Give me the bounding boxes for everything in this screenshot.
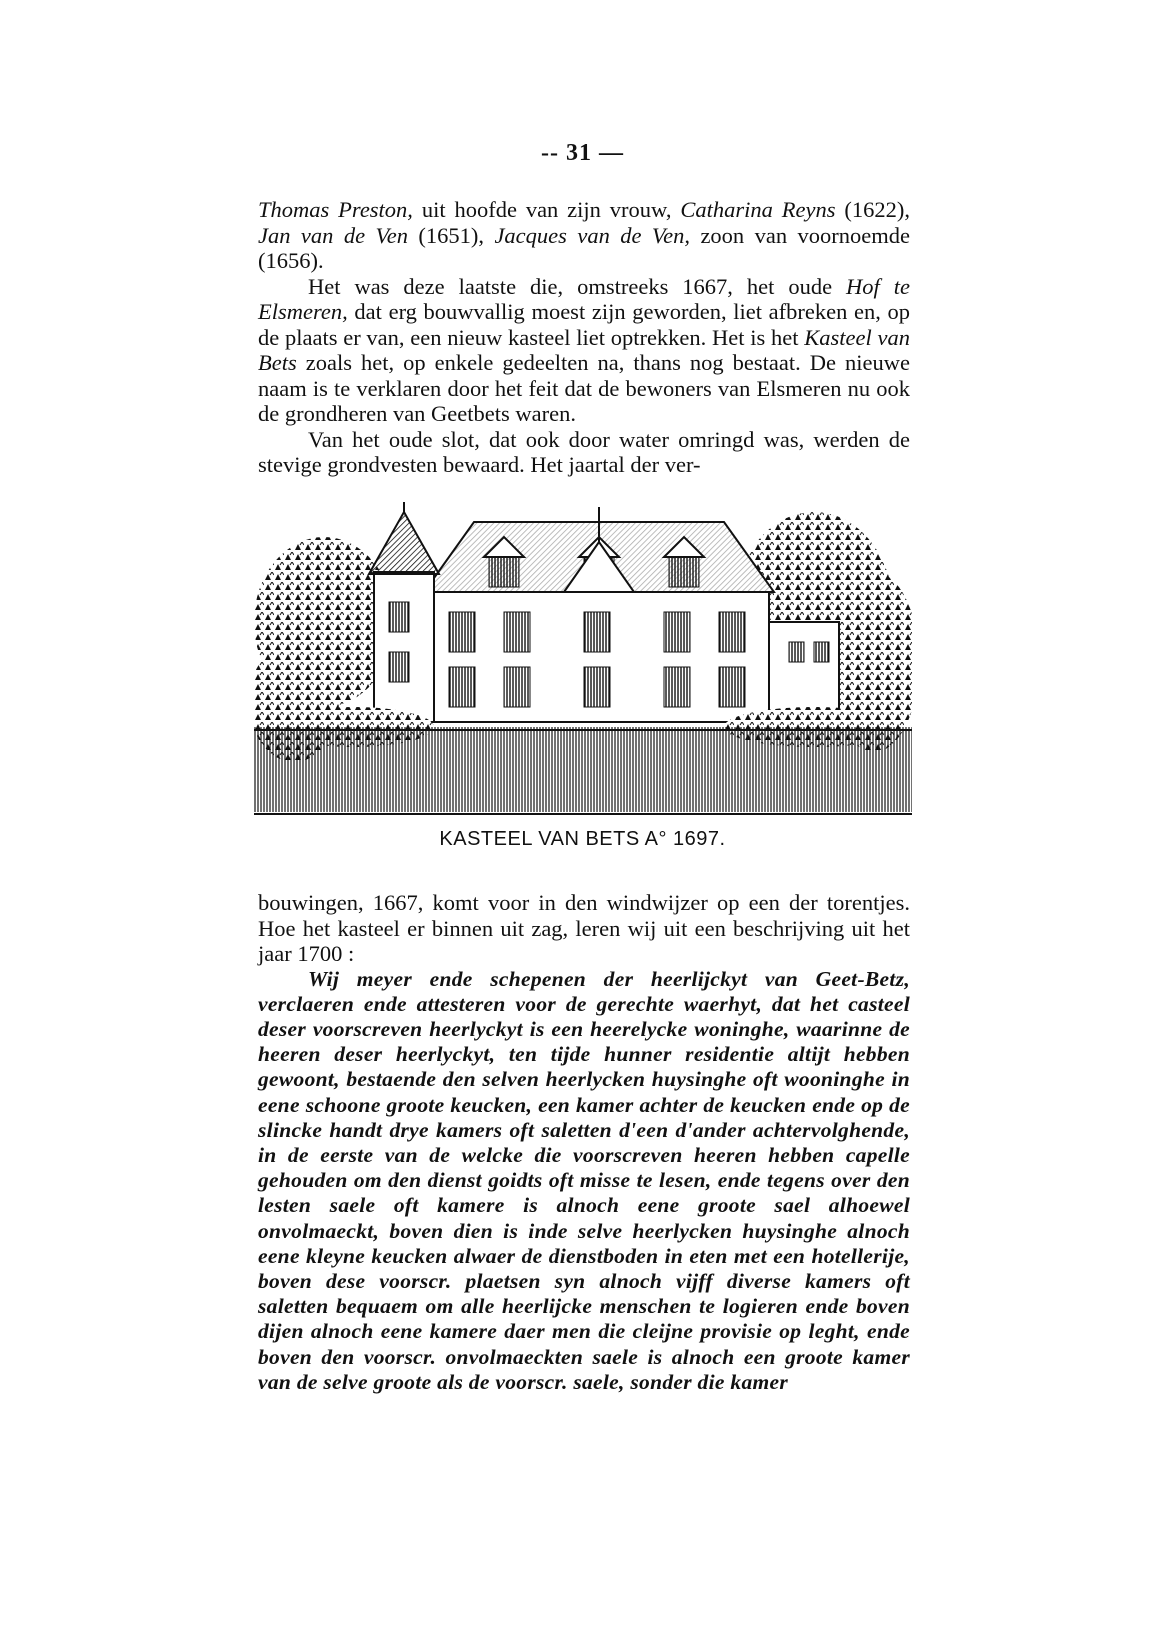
name-jacques-van-de-ven: Jacques van de Ven, — [494, 222, 691, 248]
castle-illustration — [254, 502, 912, 820]
text-fragment: (1651), — [407, 222, 495, 248]
text-fragment: zoals het, op enkele gedeelten na, thans nog bestaat. De nieuwe naam is te verklaren door het feit dat de bewoners van Elsmeren nu ook de grondheren van Geetbets waren. — [258, 350, 910, 426]
paragraph-windvane: bouwingen, 1667, komt voor in den windwijzer op een der torentjes. Hoe het kasteel er binnen uit zag, leren wij uit een beschrijving uit het jaar 1700 : — [258, 890, 910, 966]
name-catharina-reyns: Catharina Reyns — [680, 197, 836, 222]
paragraph-castle-history — [258, 274, 910, 427]
intro-text — [258, 197, 910, 478]
quoted-description-1700: Wij meyer ende schepenen der heerlijckyt van Geet-Betz, verclaeren ende attesteren voor de gerechte waerhyt, dat het casteel deser voorscreven heerlyckyt is een heerelycke woninghe, waarinne de heeren deser heerlyckyt, ten tijde hunner residentie altijt hebben gewoont, bestaende den selven heerlycken huysinghe oft wooninghe in eene schoone groote keucken, een kamer achter de keucken ende op de slincke handt drye kamers oft saletten d'een d'ander achtervolghende, in de eerste van de welcke die voorscreven heeren hebben capelle gehouden om den dienst goidts oft misse te lesen, ende tegens over den lesten saele oft kamere is alnoch eene groote sael alhoewel onvolmaeckt, boven dien is inde selve heerlycken huysinghe alnoch eene kleyne keucken alwaer de dienstboden in eten met een hotellerije, boven dese voorscr. plaetsen syn alnoch vijff diverse kamers oft saletten bequaem om alle heerlijcke menschen te logieren ende boven dijen alnoch eene kamere daer men die cleijne provisie op leght, ende boven den voorscr. onvolmaeckten saele is alnoch een groote kamer van de selve groote als de voorscr. saele, sonder die kamer — [258, 966, 910, 1394]
text-fragment: zoon van voornoemde (1656). — [258, 222, 910, 273]
place-hof-te-elsmeren: Hof te Elsmeren, — [258, 273, 910, 324]
name-jan-van-de-ven: Jan van de Ven — [258, 222, 408, 248]
name-thomas-preston: Thomas Preston, — [258, 197, 413, 222]
moat-water — [254, 727, 912, 814]
page-number: -- 31 — — [541, 140, 624, 166]
figure-caption: KASTEEL VAN BETS A° 1697. — [439, 828, 726, 850]
text-fragment: uit hoofde van zijn vrouw, — [412, 197, 681, 222]
text-fragment: Het was deze laatste die, omstreeks 1667, het oude — [308, 273, 847, 299]
text-fragment: (1622), — [835, 197, 910, 222]
paragraph-owners — [258, 197, 910, 274]
text-fragment: dat erg bouwvallig moest zijn geworden, liet afbreken en, op de plaats er van, een nieuw kasteel liet optrekken. Het is het — [258, 299, 910, 350]
place-kasteel-van-bets: Kasteel van Bets — [258, 324, 910, 375]
paragraph-foundations: Van het oude slot, dat ook door water omringd was, werden de stevige grondvesten bewaard. Het jaartal der ver- — [258, 426, 910, 477]
continuation-text — [258, 890, 910, 1395]
